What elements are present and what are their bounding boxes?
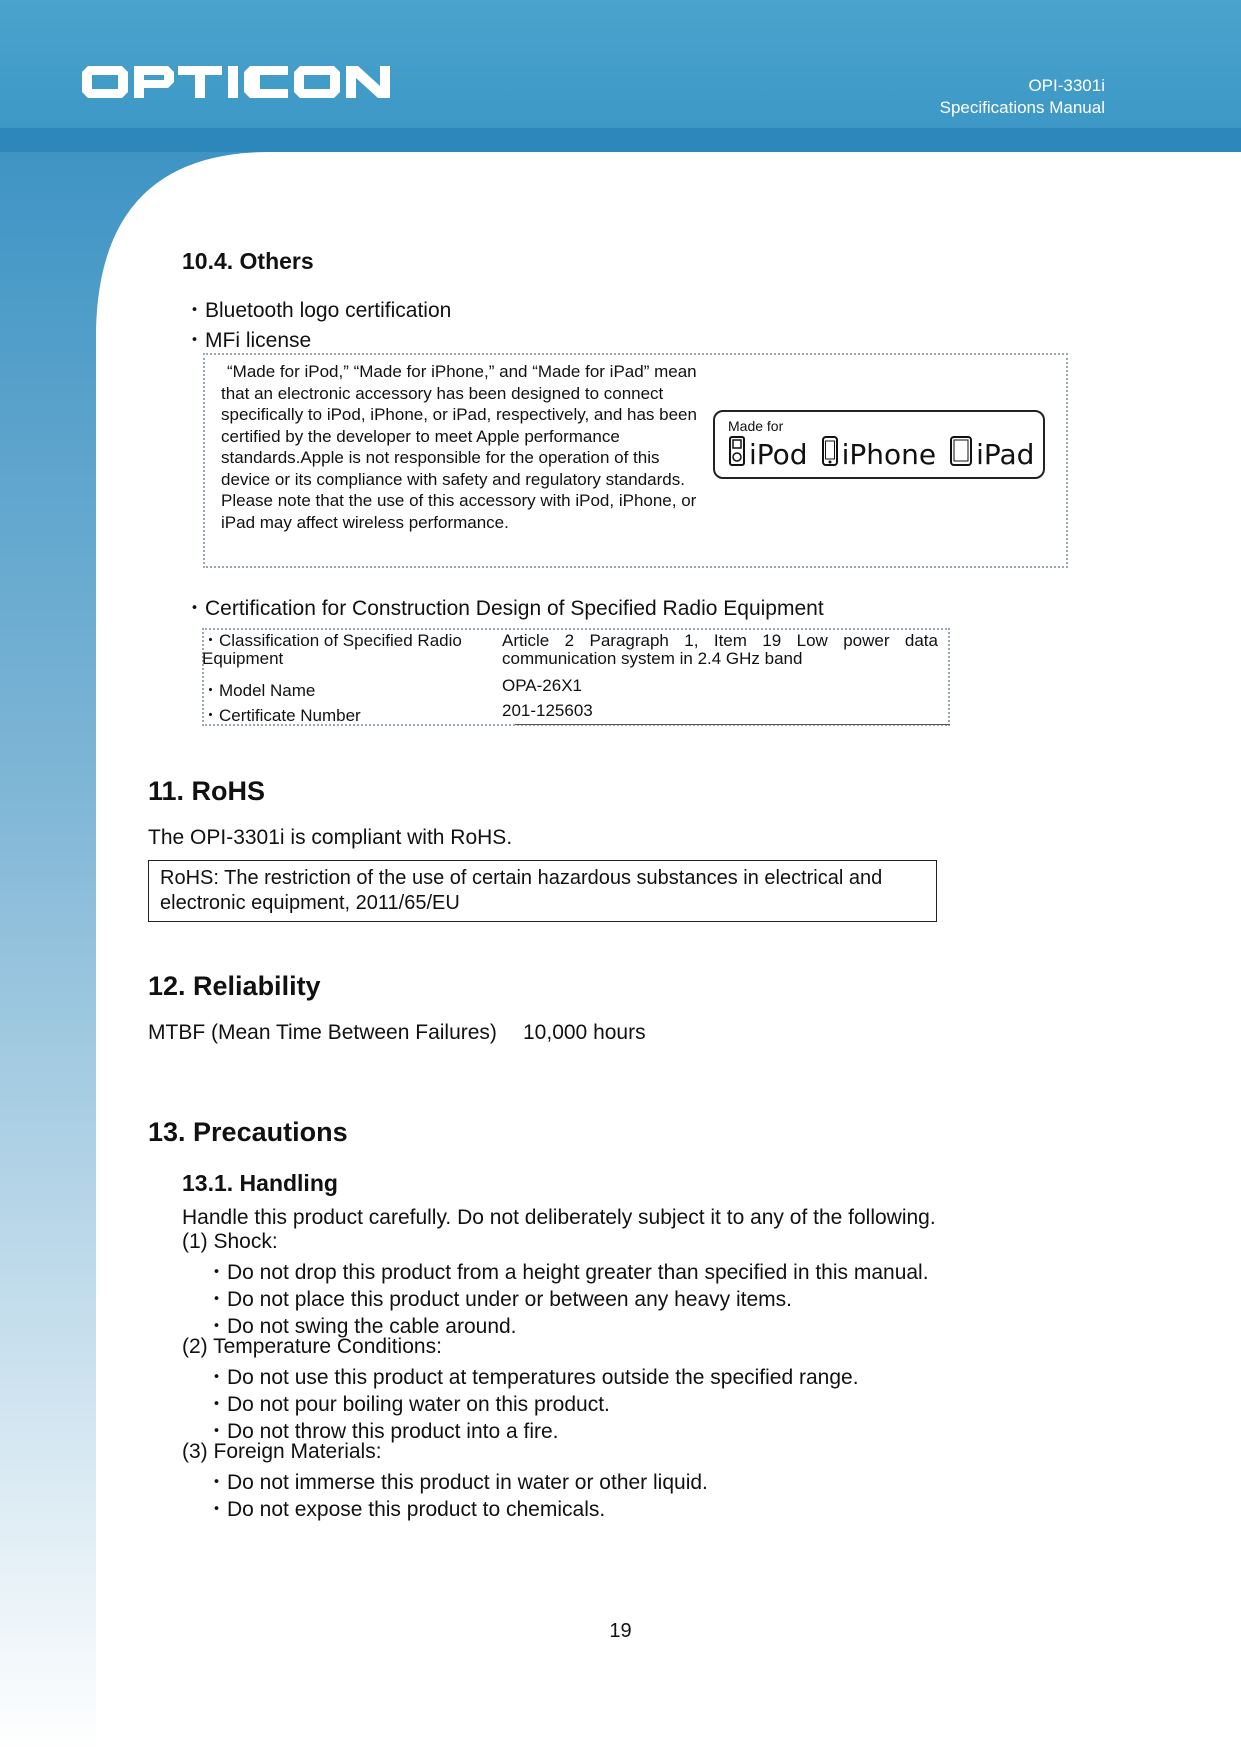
- certification-table: [202, 628, 950, 726]
- made-for-badge: [713, 410, 1045, 479]
- list-item: ・ Do not place this product under or between any heavy items.: [206, 1283, 792, 1313]
- opticon-logo: [82, 66, 392, 103]
- bullet-certification: ・ Certification for Construction Design of Specified Radio Equipment: [184, 592, 824, 622]
- list-item: ・ Do not drop this product from a height greater than specified in this manual.: [206, 1256, 929, 1286]
- badge-label-ipad: iPad: [976, 438, 1035, 471]
- ipad-icon: [950, 436, 972, 473]
- handling-intro: Handle this product carefully. Do not deliberately subject it to any of the following.: [182, 1206, 936, 1229]
- list-item: ・ Do not expose this product to chemicals.: [206, 1493, 605, 1523]
- badge-label-ipod: iPod: [749, 438, 808, 471]
- cert-value: Article 2 Paragraph 1, Item 19 Low power data communication system in 2.4 GHz band: [502, 631, 938, 668]
- badge-label-iphone: iPhone: [841, 438, 937, 471]
- mtbf-value: 10,000 hours: [523, 1021, 646, 1044]
- table-row: [202, 701, 950, 726]
- doc-model: OPI-3301i: [1028, 76, 1105, 95]
- page-number: 19: [609, 1620, 632, 1642]
- document-header: [940, 75, 1105, 119]
- list-item: ・ Do not immerse this product in water or other liquid.: [206, 1466, 708, 1496]
- rohs-statement: The OPI-3301i is compliant with RoHS.: [148, 826, 513, 849]
- section-11-title: 11. RoHS: [148, 776, 266, 806]
- section-13-1-title: 13.1. Handling: [182, 1170, 338, 1196]
- group-heading-temperature: (2) Temperature Conditions:: [182, 1335, 442, 1358]
- made-for-label: Made for: [728, 418, 784, 434]
- group-heading-foreign: (3) Foreign Materials:: [182, 1440, 382, 1463]
- bullet-mfi: ・ MFi license: [184, 324, 311, 354]
- rohs-definition-box: [148, 860, 937, 922]
- table-row: [202, 628, 950, 676]
- ipod-icon: [729, 436, 745, 473]
- section-13-title: 13. Precautions: [148, 1117, 348, 1147]
- list-item: ・ Do not swing the cable around.: [206, 1310, 517, 1340]
- list-item: ・ Do not use this product at temperatures outside the specified range.: [206, 1361, 859, 1391]
- table-underline: [515, 724, 950, 725]
- cert-value: OPA-26X1: [502, 676, 583, 695]
- cert-key: ・Certificate Number: [202, 706, 361, 725]
- table-row: [202, 676, 950, 701]
- cert-key: ・Classification of Specified Radio Equipment: [202, 631, 462, 668]
- section-12-title: 12. Reliability: [148, 971, 321, 1001]
- rohs-definition: RoHS: The restriction of the use of certain hazardous substances in electrical and electronic equipment, 2011/65/EU: [160, 867, 883, 914]
- iphone-icon: [822, 436, 838, 473]
- doc-title: Specifications Manual: [939, 98, 1105, 117]
- cert-key: ・Model Name: [202, 681, 316, 700]
- mfi-license-box: [203, 353, 1068, 568]
- mtbf-label: MTBF (Mean Time Between Failures): [148, 1021, 497, 1044]
- list-item: ・ Do not throw this product into a fire.: [206, 1415, 559, 1445]
- cert-value: 201-125603: [502, 701, 593, 720]
- section-10-4-title: 10.4. Others: [182, 248, 314, 274]
- group-heading-shock: (1) Shock:: [182, 1230, 278, 1253]
- bullet-bluetooth: ・ Bluetooth logo certification: [184, 294, 451, 324]
- list-item: ・ Do not pour boiling water on this product.: [206, 1388, 610, 1418]
- mfi-license-text: “Made for iPod,” “Made for iPhone,” and “Made for iPad” mean that an electronic accessory has been designed to connect specifically to iPod, iPhone, or iPad, respectively, and has been certified by the developer to meet Apple performance standards.Apple is not responsible for the operation of this device or its compliance with safety and regulatory standards. Please note that the use of this accessory with iPod, iPhone, or iPad may affect wireless performance.: [221, 362, 697, 532]
